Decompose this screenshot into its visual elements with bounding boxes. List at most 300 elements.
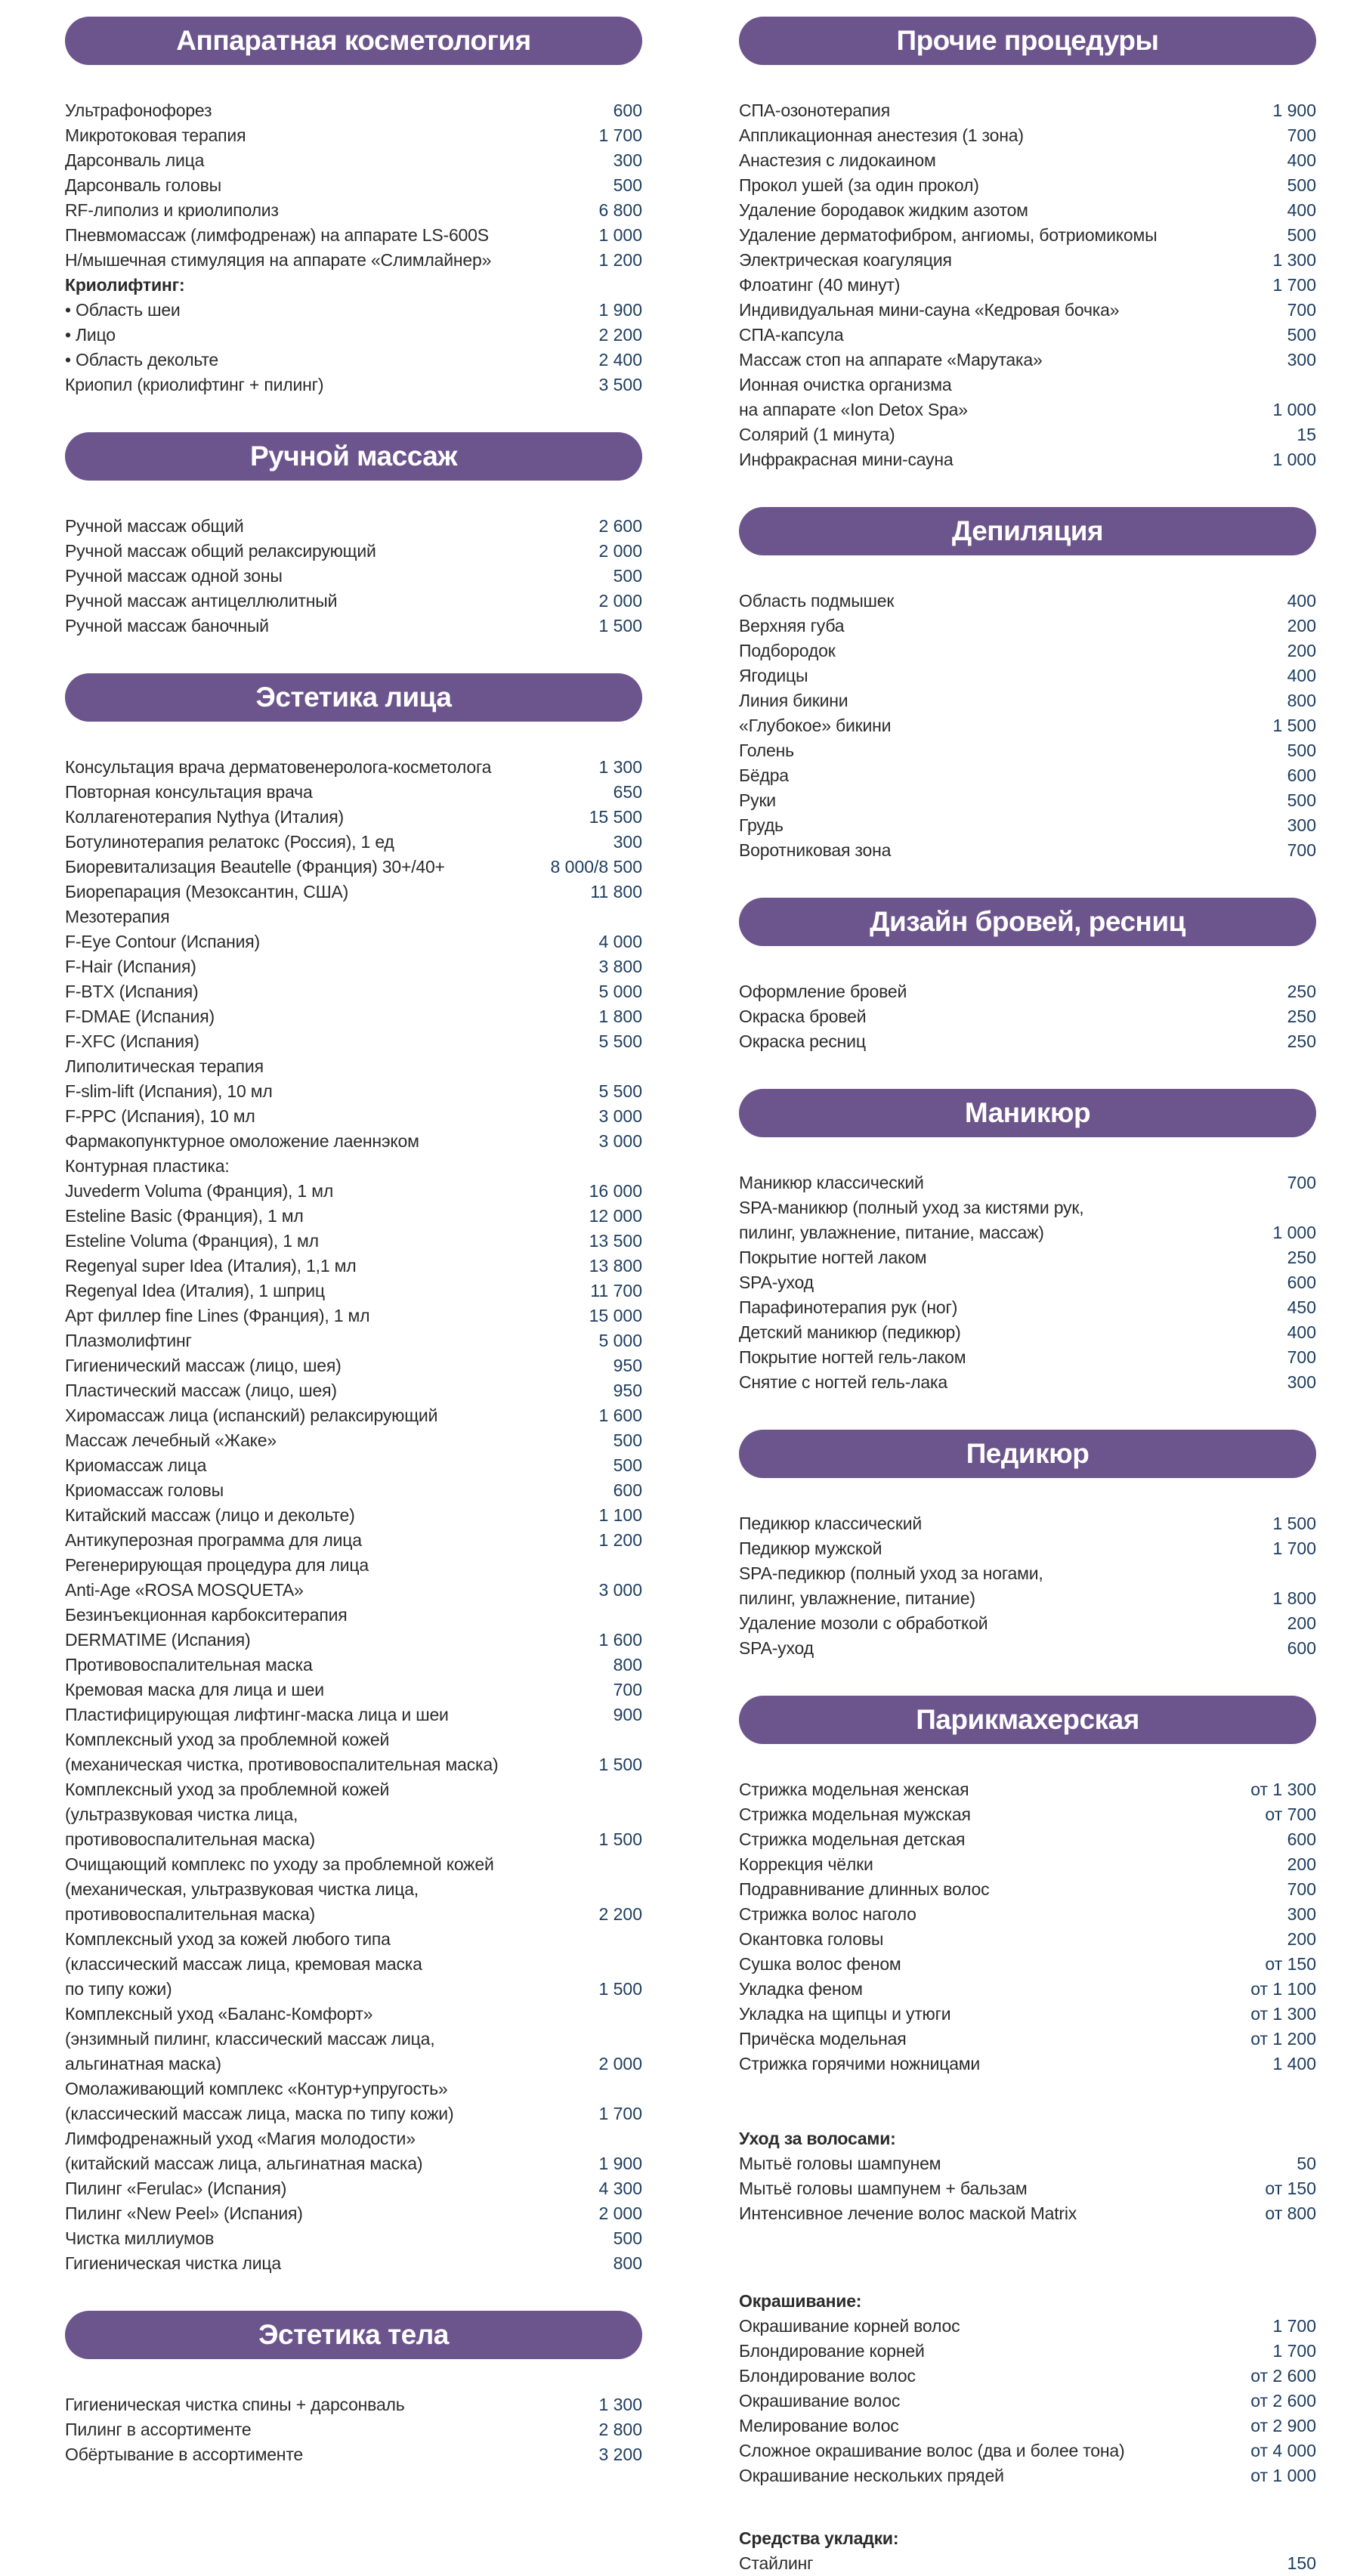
price-row [65,223,642,248]
price-row [65,98,642,123]
price-row [65,1378,642,1403]
service-price: 1 200 [598,250,642,270]
price-row [65,1927,642,1952]
price-row [65,539,642,564]
service-price: 300 [1287,350,1316,370]
service-price: 400 [1287,666,1316,685]
price-row [739,1170,1316,1195]
service-price: 1 300 [1272,250,1316,270]
price-row [739,2364,1316,2389]
price-row [65,2417,642,2442]
service-name: Дарсонваль головы [65,175,221,195]
service-price: 4 300 [598,2179,642,2198]
service-name: Причёска модельная [739,2029,907,2049]
service-name: F-slim-lift (Испания), 10 мл [65,1081,273,1101]
price-row [739,323,1316,348]
service-name: Хиромассаж лица (испанский) релаксирующий [65,1406,438,1425]
price-row [739,1777,1316,1802]
price-row [739,173,1316,198]
price-row [739,589,1316,614]
service-price: 1 500 [598,1829,642,1849]
price-row [739,2526,1316,2551]
service-price: от 700 [1265,1804,1316,1824]
price-section [65,432,642,639]
service-price: 400 [1287,591,1316,611]
section-header [739,1430,1316,1478]
price-row [739,2126,1316,2151]
section-rows [739,589,1316,863]
service-name: пилинг, увлажнение, питание) [739,1588,975,1608]
service-name: (классический массаж лица, кремовая маска [65,1954,422,1974]
service-name: (китайский массаж лица, альгинатная маска) [65,2154,423,2173]
service-name: Фармакопунктурное омоложение лаеннэком [65,1131,419,1151]
service-price: 400 [1287,150,1316,170]
service-name: SPA-педикюр (полный уход за ногами, [739,1563,1043,1583]
service-name: «Глубокое» бикини [739,716,892,735]
service-name: Укладка феном [739,1979,863,1999]
service-price: 600 [1287,1638,1316,1658]
service-price: от 4 000 [1250,2441,1316,2460]
service-price: 5 000 [598,1331,642,1350]
price-row [739,447,1316,472]
price-row [739,1245,1316,1270]
service-name: Регенерирующая процедура для лица [65,1555,369,1575]
price-row [65,1727,642,1752]
service-price: 200 [1287,1929,1316,1949]
price-row [65,298,642,323]
service-price: от 1 300 [1250,2004,1316,2024]
price-row [65,148,642,173]
service-price: от 150 [1265,1954,1316,1974]
price-section [65,2311,642,2467]
price-row [739,2002,1316,2027]
service-price: 3 200 [598,2445,642,2464]
service-name: Ручной массаж одной зоны [65,566,283,586]
price-row [65,348,642,373]
service-price: 500 [1287,325,1316,345]
section-title: Парикмахерская [916,1704,1139,1735]
service-name: Кремовая маска для лица и шеи [65,1680,324,1699]
price-row [739,1270,1316,1295]
service-name: Омолаживающий комплекс «Контур+упругость» [65,2079,448,2098]
service-name: противовоспалительная маска) [65,1829,315,1849]
service-price: 3 000 [598,1580,642,1600]
service-price: от 1 000 [1250,2466,1316,2485]
service-name: Anti-Age «ROSA MOSQUETA» [65,1580,304,1600]
price-row [65,1029,642,1054]
service-price: 500 [613,1430,642,1450]
section-rows [65,514,642,639]
service-price: 600 [613,101,642,120]
service-name: Контурная пластика: [65,1156,230,1176]
service-price: 2 200 [598,325,642,345]
service-name: Гигиенический массаж (лицо, шея) [65,1356,342,1375]
service-name: Пневмомассаж (лимфодренаж) на аппарате LS-600S [65,225,489,245]
service-name: Воротниковая зона [739,840,892,860]
service-name: Коллагенотерапия Nythya (Италия) [65,807,344,827]
service-price: 13 500 [589,1231,642,1251]
price-row [65,1653,642,1678]
price-row [65,2027,642,2052]
service-price: от 2 600 [1250,2391,1316,2411]
price-row [739,1636,1316,1661]
service-name: Пилинг в ассортименте [65,2420,252,2439]
price-row [65,1303,642,1328]
price-row [739,198,1316,223]
price-section [739,1696,1316,2576]
service-name: Удаление бородавок жидким азотом [739,200,1028,220]
service-price: 500 [613,1455,642,1475]
price-row [65,1578,642,1603]
service-name: Подбородок [739,641,836,660]
service-price: 15 500 [589,807,642,827]
service-name: Детский маникюр (педикюр) [739,1322,961,1342]
price-row [739,1927,1316,1952]
section-rows [65,2392,642,2467]
service-price: 500 [613,2228,642,2248]
price-row [65,1154,642,1179]
service-price: 600 [613,1480,642,1500]
price-row [739,223,1316,248]
price-row [65,1129,642,1154]
section-header [739,17,1316,65]
price-section [739,1430,1316,1661]
service-name: Окрашивание волос [739,2391,901,2411]
section-rows [65,98,642,397]
service-price: 1 900 [1272,101,1316,120]
section-header [65,432,642,481]
service-name: Окантовка головы [739,1929,884,1949]
row-spacer [739,2488,1316,2526]
service-price: 250 [1287,1248,1316,1267]
service-name: Ультрафонофорез [65,101,212,120]
price-row [65,1802,642,1827]
column-left [65,17,642,2576]
service-price: 15 [1297,425,1316,444]
service-name: Электрическая коагуляция [739,250,952,270]
service-name: Комплексный уход «Баланс-Комфорт» [65,2004,373,2024]
service-price: 250 [1287,982,1316,1001]
service-name: Стрижка волос наголо [739,1904,916,1924]
price-row [65,1104,642,1129]
section-rows [739,1777,1316,2576]
price-row [65,2101,642,2126]
price-row [739,2289,1316,2314]
service-price: 200 [1287,1854,1316,1874]
service-name: Укладка на щипцы и утюги [739,2004,951,2024]
section-header [65,673,642,722]
service-name: Линия бикини [739,691,848,710]
price-row [739,2463,1316,2488]
service-price: 1 500 [598,1979,642,1999]
price-row [739,1802,1316,1827]
price-row [739,2052,1316,2077]
service-name: Плазмолифтинг [65,1331,192,1350]
service-name: Esteline Voluma (Франция), 1 мл [65,1231,319,1251]
price-row [65,1054,642,1079]
column-right [739,17,1316,2576]
service-name: Блондирование волос [739,2366,916,2386]
price-row [65,979,642,1004]
service-price: 1 600 [598,1406,642,1425]
price-row [739,422,1316,447]
section-header [65,2311,642,2359]
service-price: 200 [1287,641,1316,660]
service-name: Ботулинотерапия релатокс (Россия), 1 ед [65,832,394,852]
service-name: Педикюр мужской [739,1538,882,1558]
price-row [65,1503,642,1528]
service-name: F-PPC (Испания), 10 мл [65,1106,255,1126]
price-row [65,1004,642,1029]
price-row [739,273,1316,298]
price-row [65,1079,642,1104]
row-spacer [739,2226,1316,2289]
service-name: Обёртывание в ассортименте [65,2445,303,2464]
price-row [739,663,1316,688]
price-row [739,1511,1316,1536]
service-name: Интенсивное лечение волос маской Matrix [739,2203,1077,2223]
service-price: 3 000 [598,1106,642,1126]
service-price: от 150 [1265,2179,1316,2198]
service-name: F-Eye Contour (Испания) [65,932,260,951]
price-row [65,2151,642,2176]
service-name: Гигиеническая чистка спины + дарсонваль [65,2395,405,2414]
service-price: 13 800 [589,1256,642,1276]
service-price: 200 [1287,616,1316,635]
service-name: СПА-озонотерапия [739,101,890,120]
section-title: Ручной массаж [249,441,458,472]
section-header [739,1696,1316,1744]
service-name: Стрижка модельная детская [739,1829,966,1849]
service-price: 800 [1287,691,1316,710]
service-name: Удаление мозоли с обработкой [739,1613,988,1633]
price-row [65,2002,642,2027]
price-row [65,2176,642,2201]
service-name: Покрытие ногтей гель-лаком [739,1347,966,1367]
price-row [65,1204,642,1229]
service-price: 2 000 [598,591,642,611]
section-title: Депиляция [951,515,1104,546]
price-row [65,1827,642,1852]
service-price: 1 900 [598,300,642,320]
service-price: от 800 [1265,2203,1316,2223]
price-row [739,713,1316,738]
price-row [739,2438,1316,2463]
section-title: Педикюр [966,1438,1090,1469]
price-row [739,397,1316,422]
service-name: Китайский массаж (лицо и декольте) [65,1505,355,1525]
price-row [65,2052,642,2077]
service-name: Консультация врача дерматовенеролога-косметолога [65,757,492,777]
price-row [739,738,1316,763]
section-title: Дизайн бровей, ресниц [870,906,1185,937]
service-price: 1 500 [1272,1514,1316,1533]
service-name: Сложное окрашивание волос (два и более тона) [739,2441,1125,2460]
service-price: 500 [1287,790,1316,810]
price-row [739,1902,1316,1927]
service-price: 1 500 [598,616,642,635]
service-name: Средства укладки: [739,2528,899,2548]
service-price: 700 [1287,1173,1316,1192]
service-name: Пластический массаж (лицо, шея) [65,1381,337,1400]
price-row [65,830,642,855]
service-price: 700 [1287,1879,1316,1899]
service-name: Дарсонваль лица [65,150,205,170]
service-name: Область подмышек [739,591,895,611]
service-name: Juvederm Voluma (Франция), 1 мл [65,1181,334,1201]
price-row [739,1370,1316,1395]
price-row [65,1777,642,1802]
service-price: 700 [1287,125,1316,145]
service-name: Уход за волосами: [739,2129,896,2148]
service-name: Анастезия с лидокаином [739,150,936,170]
service-name: Массаж лечебный «Жаке» [65,1430,277,1450]
service-price: 1 700 [1272,1538,1316,1558]
service-name: F-BTX (Испания) [65,982,199,1001]
service-name: Мезотерапия [65,907,170,926]
price-row [65,1553,642,1578]
price-row [65,1353,642,1378]
price-row [739,979,1316,1004]
section-rows [65,755,642,2276]
price-row [65,323,642,348]
service-name: Инфракрасная мини-сауна [739,450,954,469]
price-row [65,1279,642,1303]
service-name: Стрижка горячими ножницами [739,2054,981,2073]
service-price: 4 000 [598,932,642,951]
service-price: 1 400 [1272,2054,1316,2073]
price-row [739,639,1316,663]
service-price: 2 800 [598,2420,642,2439]
service-price: от 1 200 [1250,2029,1316,2049]
service-name: Окрашивание: [739,2291,862,2311]
price-row [65,1428,642,1453]
price-row [739,1977,1316,2002]
price-row [65,1977,642,2002]
service-name: Ручной массаж общий релаксирующий [65,541,376,561]
service-price: 2 000 [598,2203,642,2223]
service-name: альгинатная маска) [65,2054,221,2073]
service-name: Пилинг «Ferulac» (Испания) [65,2179,287,2198]
service-name: RF-липолиз и криолиполиз [65,200,279,220]
price-row [65,123,642,148]
service-name: Массаж стоп на аппарате «Марутака» [739,350,1043,370]
price-row [65,1628,642,1653]
price-row [739,2151,1316,2176]
service-name: Педикюр классический [739,1514,922,1533]
price-row [65,614,642,639]
service-price: 6 800 [598,200,642,220]
service-price: 8 000/8 500 [550,857,642,877]
price-row [65,1603,642,1628]
service-name: Regenyal super Idea (Италия), 1,1 мл [65,1256,357,1276]
service-name: Коррекция чёлки [739,1854,873,1874]
service-price: 16 000 [589,1181,642,1201]
service-name: • Лицо [65,325,116,345]
price-row [739,1586,1316,1611]
service-price: 400 [1287,1322,1316,1342]
service-price: 300 [1287,1904,1316,1924]
service-name: Очищающий комплекс по уходу за проблемной кожей [65,1854,494,1874]
service-name: Голень [739,741,794,760]
service-name: (механическая, ультразвуковая чистка лица, [65,1879,419,1899]
service-price: 1 800 [1272,1588,1316,1608]
section-rows [739,1511,1316,1661]
service-name: Чистка миллиумов [65,2228,215,2248]
service-price: 1 000 [1272,1223,1316,1242]
service-name: Подравнивание длинных волос [739,1879,990,1899]
service-price: 15 000 [589,1306,642,1325]
service-name: Комплексный уход за проблемной кожей [65,1730,390,1749]
service-price: 250 [1287,1031,1316,1051]
price-row [65,1528,642,1553]
service-name: Сушка волос феном [739,1954,901,1974]
service-name: Пластифицирующая лифтинг-маска лица и шеи [65,1705,449,1724]
service-price: 500 [1287,225,1316,245]
service-price: 700 [1287,1347,1316,1367]
service-price: 450 [1287,1297,1316,1317]
service-price: 600 [1287,1273,1316,1292]
service-price: 500 [1287,741,1316,760]
service-name: Н/мышечная стимуляция на аппарате «Слимлайнер» [65,250,492,270]
price-row [739,838,1316,863]
service-name: (классический массаж лица, маска по типу кожи) [65,2104,454,2123]
price-row [739,1561,1316,1586]
service-name: Биорепарация (Мезоксантин, США) [65,882,349,901]
service-name: F-XFC (Испания) [65,1031,199,1051]
price-row [65,1952,642,1977]
price-row [65,373,642,397]
price-row [739,1345,1316,1370]
service-price: 300 [1287,815,1316,835]
service-price: 3 800 [598,957,642,976]
price-row [739,1952,1316,1977]
price-row [739,1029,1316,1054]
price-row [65,1328,642,1353]
price-row [65,929,642,954]
service-name: пилинг, увлажнение, питание, массаж) [739,1223,1044,1242]
price-row [739,123,1316,148]
service-name: Индивидуальная мини-сауна «Кедровая бочка» [739,300,1120,320]
service-name: Криомассаж лица [65,1455,207,1475]
service-name: Мелирование волос [739,2416,899,2435]
price-row [65,248,642,273]
service-price: 650 [613,782,642,802]
service-price: 150 [1287,2553,1316,2573]
service-price: 300 [613,832,642,852]
service-name: Безинъекционная карбокситерапия [65,1605,348,1625]
service-price: 600 [1287,765,1316,785]
service-price: 300 [1287,1372,1316,1392]
service-price: 200 [1287,1613,1316,1633]
service-name: Биоревитализация Beautelle (Франция) 30+/40+ [65,857,445,877]
service-name: SPA-уход [739,1638,814,1658]
service-price: 11 700 [590,1281,642,1300]
price-row [739,2201,1316,2226]
price-section [65,673,642,2276]
service-price: 1 700 [1272,2341,1316,2361]
price-row [739,1536,1316,1561]
price-section [739,1089,1316,1395]
service-name: Бёдра [739,765,789,785]
service-name: Мытьё головы шампунем + бальзам [739,2179,1028,2198]
service-price: 300 [613,150,642,170]
service-name: Криомассаж головы [65,1480,224,1500]
service-name: Криопил (криолифтинг + пилинг) [65,375,324,394]
section-title: Эстетика тела [258,2319,449,2350]
price-section [739,17,1316,472]
service-price: 900 [613,1705,642,1724]
